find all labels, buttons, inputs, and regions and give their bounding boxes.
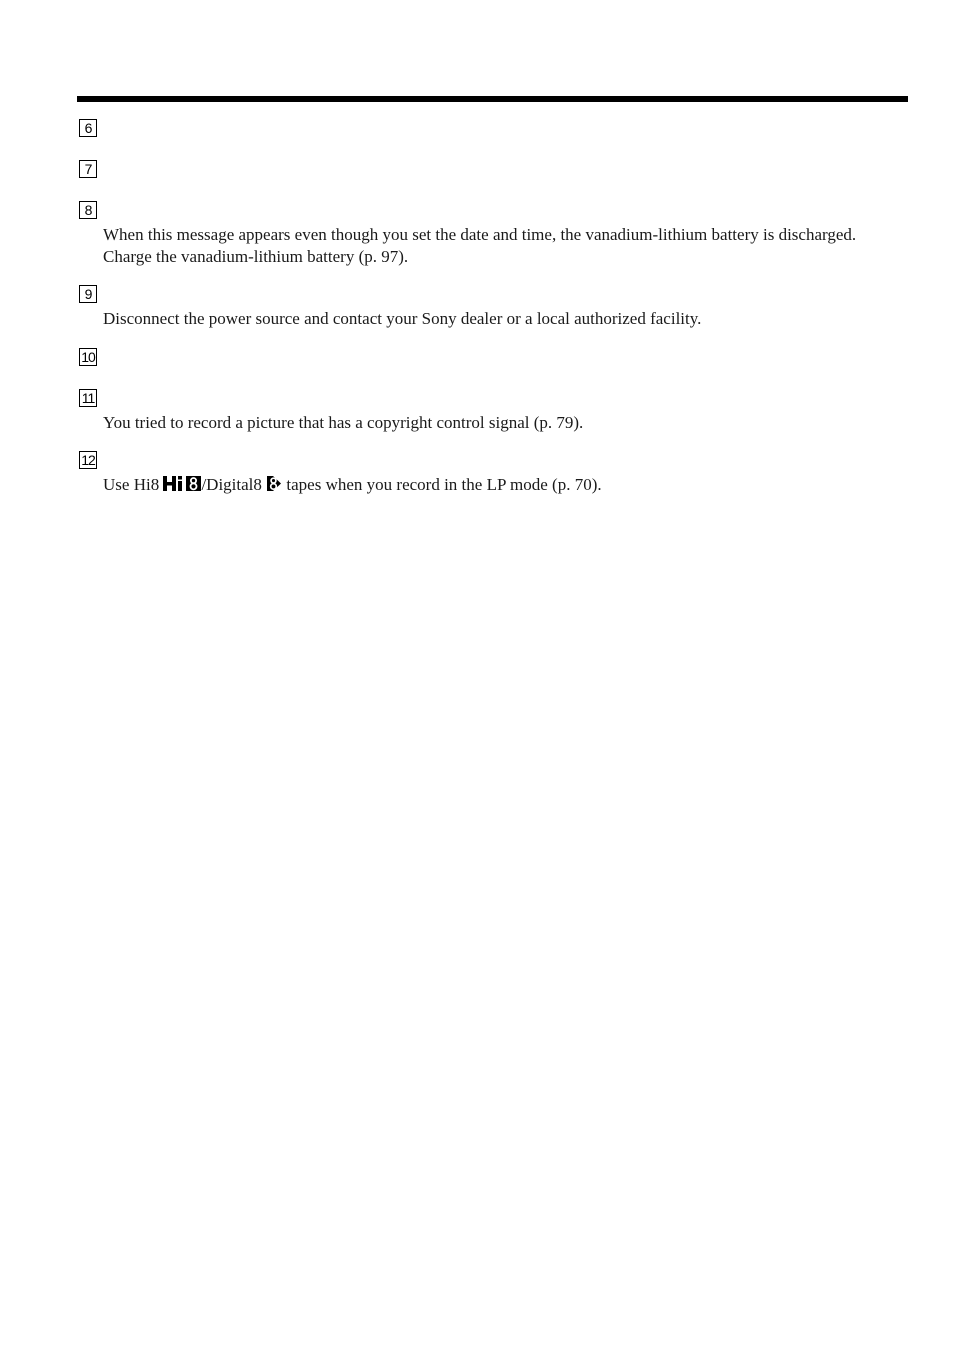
item-number-box: 8 xyxy=(79,201,97,219)
list-item xyxy=(79,389,909,434)
list-item xyxy=(79,348,909,367)
item-description xyxy=(103,474,909,498)
item-number-box: 7 xyxy=(79,160,97,178)
item-number-box: 12 xyxy=(79,451,97,469)
top-rule xyxy=(77,96,908,102)
list-item xyxy=(79,160,909,179)
item-number-box: 10 xyxy=(79,348,97,366)
item-number-box: 9 xyxy=(79,285,97,303)
list-item xyxy=(79,119,909,138)
item-description: You tried to record a picture that has a copyright control signal (p. 79). xyxy=(103,413,584,432)
list-item xyxy=(79,201,909,268)
item-text-part: tapes when you record in the LP mode (p. 70). xyxy=(282,475,602,494)
hi8-logo-icon xyxy=(163,475,201,498)
item-description: Disconnect the power source and contact your Sony dealer or a local authorized facility. xyxy=(103,309,702,328)
item-number-box: 11 xyxy=(79,389,97,407)
item-text-part: /Digital8 xyxy=(201,475,267,494)
digital8-logo-icon xyxy=(266,475,282,498)
list-item xyxy=(79,285,909,330)
list-item xyxy=(79,451,909,498)
item-text-part: Use Hi8 xyxy=(103,475,164,494)
item-number-box: 6 xyxy=(79,119,97,137)
item-description: When this message appears even though you set the date and time, the vanadium-lithium battery is discharged. Charge the vanadium-lithium battery (p. 97). xyxy=(103,225,857,266)
